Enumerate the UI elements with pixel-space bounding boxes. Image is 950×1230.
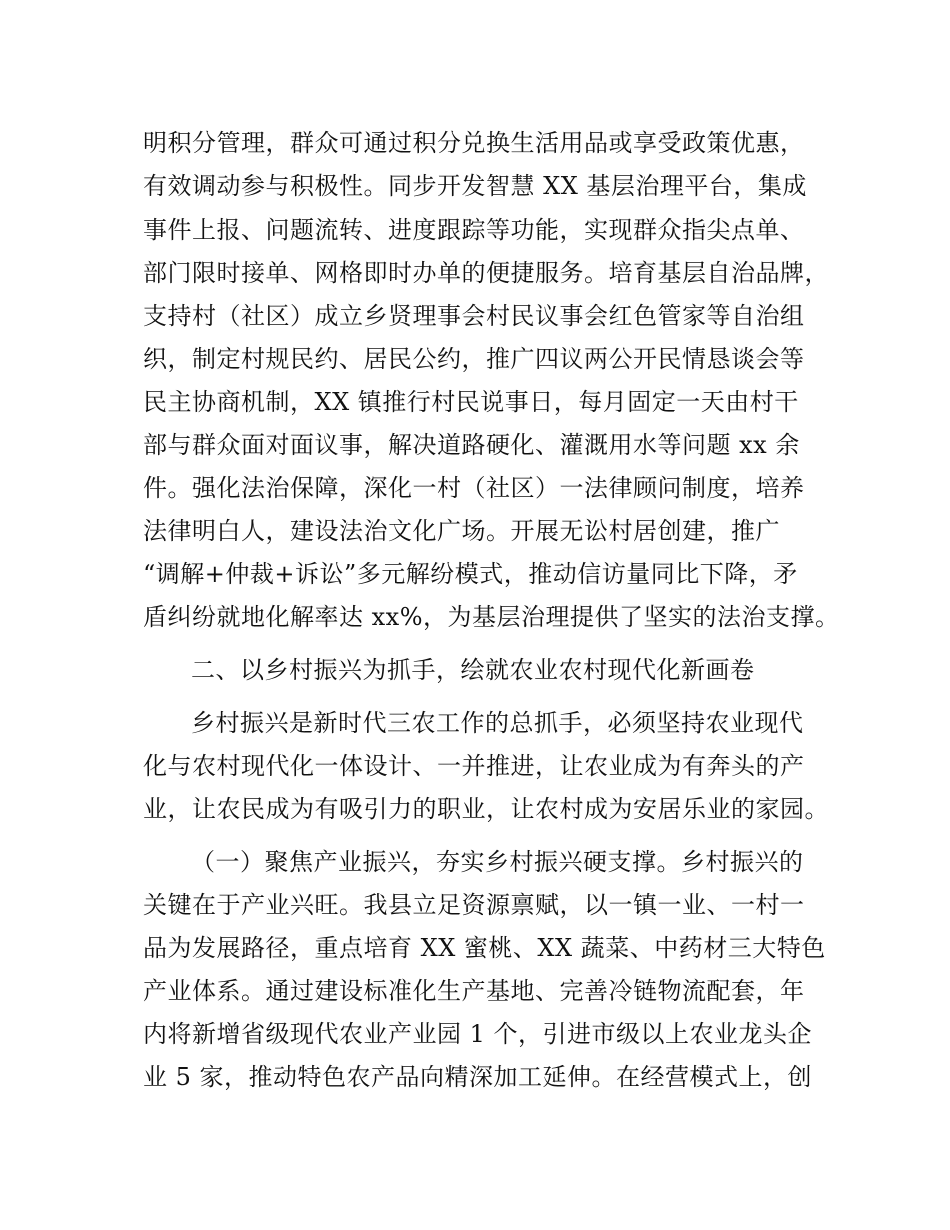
body-text-line: 内将新增省级现代农业产业园 1 个，引进市级以上农业龙头企 — [143, 1020, 813, 1048]
body-text-line: “调解+仲裁+诉讼”多元解纷模式，推动信访量同比下降，矛 — [143, 560, 798, 588]
body-text-line: 民主协商机制，XX 镇推行村民说事日，每月固定一天由村干 — [143, 388, 799, 416]
body-text-line: 件。强化法治保障，深化一村（社区）一法律顾问制度，培养 — [143, 474, 805, 502]
subsection-first-line: （一）聚焦产业振兴，夯实乡村振兴硬支撑。乡村振兴的 — [191, 848, 804, 876]
body-text-line: 明积分管理，群众可通过积分兑换生活用品或享受政策优惠， — [143, 129, 805, 157]
body-text-line: 法律明白人，建设法治文化广场。开展无讼村居创建，推广 — [143, 517, 780, 545]
body-text-line: 部门限时接单、网格即时办单的便捷服务。培育基层自治品牌， — [143, 259, 829, 287]
body-text-line: 产业体系。通过建设标准化生产基地、完善冷链物流配套，年 — [143, 977, 805, 1005]
body-text-line: 事件上报、问题流转、进度跟踪等功能，实现群众指尖点单、 — [143, 216, 805, 244]
section-heading: 二、以乡村振兴为抓手，绘就农业农村现代化新画卷 — [191, 656, 755, 684]
body-text-line: 业，让农民成为有吸引力的职业，让农村成为安居乐业的家园。 — [143, 795, 829, 823]
body-text-line: 部与群众面对面议事，解决道路硬化、灌溉用水等问题 xx 余 — [143, 431, 800, 459]
body-text-line: 品为发展路径，重点培育 XX 蜜桃、XX 蔬菜、中药材三大特色 — [143, 934, 826, 962]
body-text-line: 化与农村现代化一体设计、一并推进，让农业成为有奔头的产 — [143, 752, 805, 780]
body-text-line: 关键在于产业兴旺。我县立足资源禀赋，以一镇一业、一村一 — [143, 891, 805, 919]
body-text-line: 织，制定村规民约、居民公约，推广四议两公开民情恳谈会等 — [143, 345, 805, 373]
body-text-line: 有效调动参与积极性。同步开发智慧 XX 基层治理平台，集成 — [143, 172, 807, 200]
body-text-line: 业 5 家，推动特色农产品向精深加工延伸。在经营模式上，创 — [143, 1063, 813, 1091]
body-text-line: 支持村（社区）成立乡贤理事会村民议事会红色管家等自治组 — [143, 302, 805, 330]
paragraph-first-line: 乡村振兴是新时代三农工作的总抓手，必须坚持农业现代 — [191, 709, 804, 737]
body-text-line: 盾纠纷就地化解率达 xx%，为基层治理提供了坚实的法治支撑。 — [143, 603, 840, 631]
